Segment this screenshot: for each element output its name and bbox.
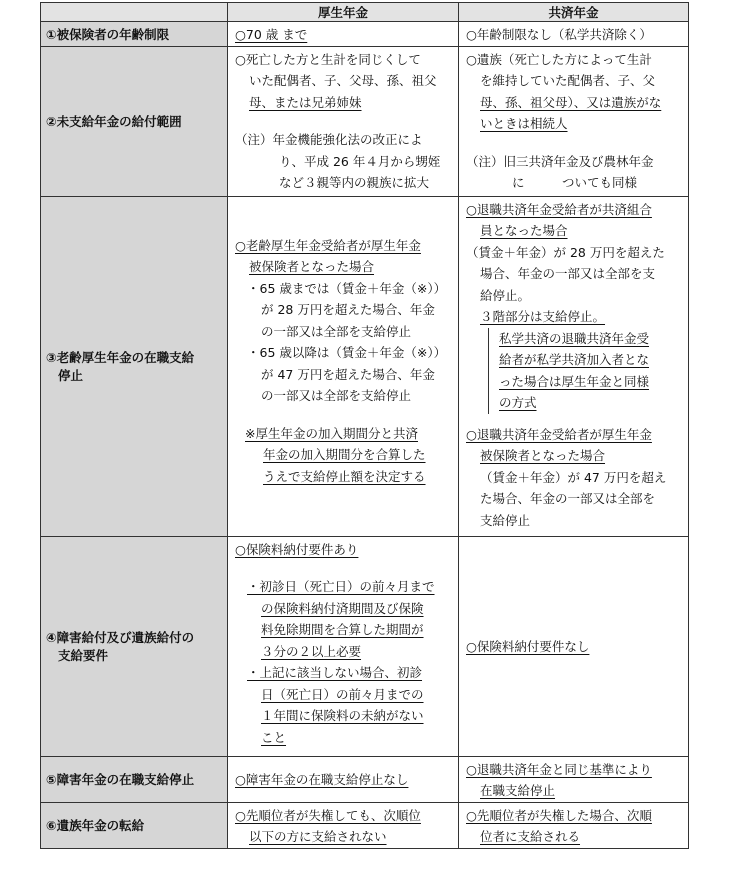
cell-text: 被保険者となった場合 [480,448,606,463]
cell-text: ・65 歳までは（賃金＋年金（※）） [247,280,447,296]
cell-text: を維持していた配偶者、子、父 [480,73,656,88]
cell-text: が 47 万円を超えた場合、年金 [261,366,435,382]
cell-text: ○保険料納付要件あり [235,541,359,557]
cell-text: の保険料納付済期間及び保険 [261,600,424,616]
private-school-note [488,328,685,414]
kyosai-cell [459,756,689,802]
cell-text: （賃金＋年金）が 28 万円を超えた [466,244,665,260]
cell-text: ○先順位者が失権しても、次順位 [235,807,421,823]
header-blank [41,3,228,22]
cell-text: った場合は厚生年金と同様 [499,373,650,389]
cell-text: ３階部分は支給停止。 [480,309,606,324]
cell-text: １年間に保険料の未納がない [261,708,424,723]
cell-text: 員となった場合 [480,223,568,238]
cell-text: 私学共済の退職共済年金受 [499,330,650,346]
cell-text: ・65 歳以降は（賃金＋年金（※）） [247,345,447,360]
row-label: ⑥遺族年金の転給 [41,802,228,848]
kyosai-cell [459,802,689,848]
cell-text: ○死亡した方と生計を同じくして [235,51,421,67]
table-row [41,196,689,536]
kosei-cell [228,802,459,848]
row-label-line: 停止 [58,368,84,383]
cell-text: いときは相続人 [480,116,568,131]
cell-text: など３親等内の親族に拡大 [279,175,430,190]
cell-text: （賃金＋年金）が 47 万円を超え [480,469,667,485]
kosei-cell [228,756,459,802]
cell-text: ○遺族（死亡した方によって生計 [466,51,652,67]
cell-text: ○退職共済年金受給者が共済組合 [466,201,652,217]
cell-text: の方式 [499,395,537,410]
cell-text: た場合、年金の一部又は全部を [480,491,656,506]
cell-text: 給停止。 [480,287,531,303]
cell-text: ３分の２以上必要 [261,643,362,659]
row-label: ⑤障害年金の在職支給停止 [41,756,228,802]
header-kyosai: 共済年金 [459,3,689,22]
kosei-cell [228,46,459,196]
cell-text: ○老齢厚生年金受給者が厚生年金 [235,237,421,253]
kyosai-cell [459,46,689,196]
row-label: ②未支給年金の給付範囲 [41,46,228,196]
cell-text: ○退職共済年金と同じ基準により [466,761,652,777]
kosei-cell [228,536,459,756]
cell-text: の一部又は全部を支給停止 [261,323,412,339]
cell-text: ○70 歳 まで [235,27,308,42]
cell-text: 給者が私学共済加入者とな [499,352,650,367]
cell-text: 日（死亡日）の前々月までの [261,686,424,702]
cell-text: ○退職共済年金受給者が厚生年金 [466,426,652,442]
cell-text: 料免除期間を合算した期間が [261,622,424,637]
cell-text: ・上記に該当しない場合、初診 [247,665,423,680]
header-row [41,3,689,22]
cell-text: こと [261,729,287,745]
kosei-cell [228,22,459,47]
cell-text: り、平成 26 年４月から甥姪 [279,153,441,169]
cell-text: 位者に支給される [480,829,581,844]
header-kosei: 厚生年金 [228,3,459,22]
cell-text: ○年齢制限なし（私学共済除く） [466,27,652,42]
kosei-cell [228,196,459,536]
table-row [41,802,689,848]
cell-text: ○保険料納付要件なし [466,639,590,655]
cell-text: 在職支給停止 [480,783,556,798]
cell-text: （注）旧三共済年金及び農林年金 [466,153,654,169]
table-row [41,536,689,756]
table-row [41,22,689,47]
cell-text: ○先順位者が失権した場合、次順 [466,807,652,823]
row-label-line: 支給要件 [58,648,109,663]
kyosai-cell [459,196,689,536]
cell-text: ・初診日（死亡日）の前々月まで [247,579,435,594]
cell-text: 母、孫、祖父母）、又は遺族がな [480,94,662,110]
cell-text: 年金の加入期間分を合算した [263,447,426,462]
cell-text: ※厚生年金の加入期間分と共済 [245,425,418,441]
row-label [41,536,228,756]
cell-text: （注）年金機能強化法の改正によ [235,132,423,147]
cell-text: 被保険者となった場合 [249,259,375,274]
cell-text: ○障害年金の在職支給停止なし [235,772,409,788]
cell-text: 母、または兄弟姉妹 [249,94,362,110]
row-label [41,196,228,536]
row-label-line: ④障害給付及び遺族給付の [46,630,195,645]
cell-text: が 28 万円を超えた場合、年金 [261,302,435,317]
row-label: ①被保険者の年齢制限 [41,22,228,47]
comparison-table [40,2,689,849]
cell-text: うえで支給停止額を決定する [263,468,426,484]
cell-text: 以下の方に支給されない [249,829,387,844]
table-row [41,46,689,196]
cell-text: 場合、年金の一部又は全部を支 [480,266,656,281]
row-label-line: ③老齢厚生年金の在職支給 [46,350,195,365]
cell-text: に ついても同様 [512,175,638,190]
kyosai-cell [459,22,689,47]
cell-text: の一部又は全部を支給停止 [261,388,412,403]
cell-text: 支給停止 [480,512,531,528]
table-row [41,756,689,802]
kyosai-cell [459,536,689,756]
cell-text: いた配偶者、子、父母、孫、祖父 [249,73,437,88]
